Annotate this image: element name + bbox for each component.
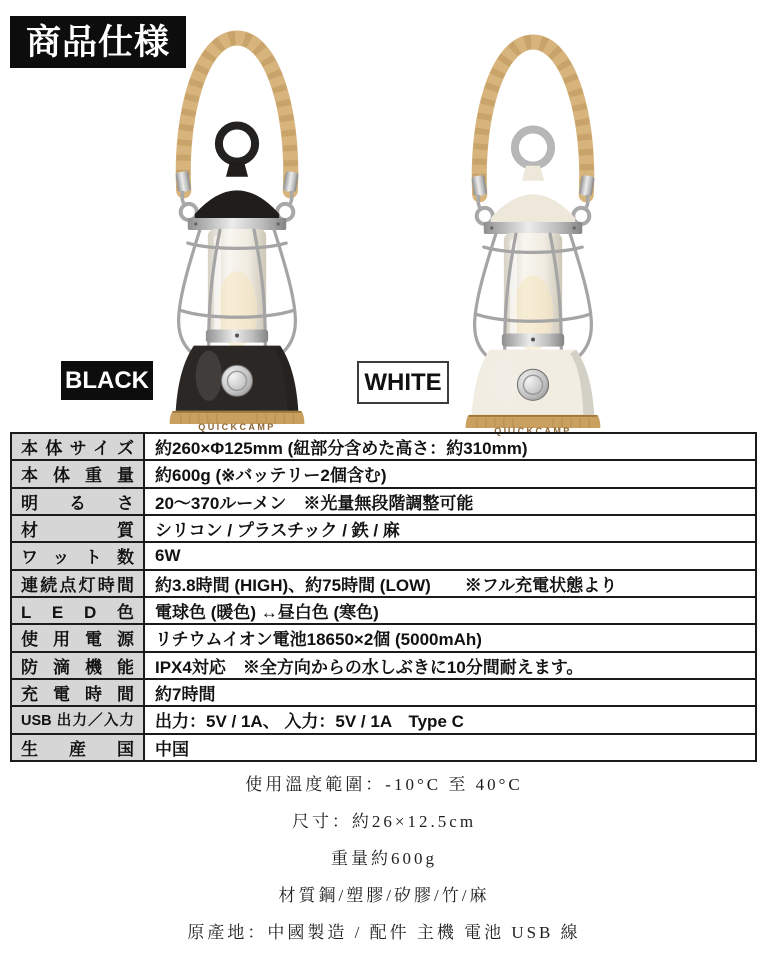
spec-value: IPX4対応 ※全方向からの水しぶきに10分間耐えます。 [155, 657, 584, 677]
table-row [12, 516, 755, 543]
table-row [12, 434, 755, 461]
spec-label: 連続点灯時間 [12, 571, 145, 596]
footer-note-origin: 原產地：中國製造 / 配件 主機 電池 USB 線 [187, 923, 581, 942]
table-row [12, 707, 755, 734]
footer-note-size: 尺寸：約26×12.5cm [291, 812, 477, 831]
spec-value: 出力：5V / 1A、 入力：5V / 1A Type C [155, 712, 464, 732]
page-title: 商品仕様 [25, 22, 170, 62]
spec-label: 本体重量 [12, 461, 145, 486]
table-row [12, 489, 755, 516]
lantern-black-image [134, 22, 340, 433]
spec-label: 本体サイズ [12, 434, 145, 459]
table-row [12, 461, 755, 488]
spec-value: 約3.8時間 (HIGH)、約75時間 (LOW) ※フル充電状態より [155, 575, 618, 595]
spec-label: 生産国 [12, 735, 145, 760]
footer-note-weight: 重量約600g [331, 849, 437, 868]
spec-label: ワット数 [12, 543, 145, 568]
brand-logo-white: QUICKCAMP [494, 426, 572, 437]
spec-label: 材質 [12, 516, 145, 541]
spec-value: 電球色 (暖色) ↔昼白色 (寒色) [155, 603, 379, 623]
spec-label: 充電時間 [12, 680, 145, 705]
spec-value: シリコン / プラスチック / 鉄 / 麻 [155, 521, 400, 541]
spec-value: 6W [155, 545, 181, 565]
spec-label: USB 出力／入力 [12, 707, 145, 732]
spec-value: 約600g (※バッテリー2個含む) [155, 466, 387, 486]
spec-label: L E D 色 [12, 598, 145, 623]
table-row [12, 625, 755, 652]
table-row [12, 598, 755, 625]
variant-label-white: WHITE [357, 361, 449, 404]
table-row [12, 653, 755, 680]
spec-label: 防滴機能 [12, 653, 145, 678]
spec-value: 20〜370ルーメン ※光量無段階調整可能 [155, 493, 474, 513]
spec-value: 約7時間 [155, 685, 216, 705]
spec-label: 使用電源 [12, 625, 145, 650]
table-row [12, 571, 755, 598]
spec-value: リチウムイオン電池18650×2個 (5000mAh) [155, 630, 482, 650]
variant-label-black: BLACK [61, 361, 153, 400]
footer-note-temperature: 使用溫度範圍：-10°C 至 40°C [245, 775, 523, 794]
table-row [12, 680, 755, 707]
spec-label: 明るさ [12, 489, 145, 514]
brand-logo-black: QUICKCAMP [198, 422, 276, 433]
lantern-white-image [430, 26, 636, 437]
table-row [12, 735, 755, 760]
spec-value: 約260×Φ125mm (紐部分含めた高さ：約310mm) [155, 439, 528, 459]
footer-notes [0, 774, 768, 944]
footer-note-materials: 材質鋼/塑膠/矽膠/竹/麻 [278, 886, 490, 905]
table-row [12, 543, 755, 570]
spec-table [10, 432, 757, 762]
spec-value: 中国 [155, 739, 189, 759]
